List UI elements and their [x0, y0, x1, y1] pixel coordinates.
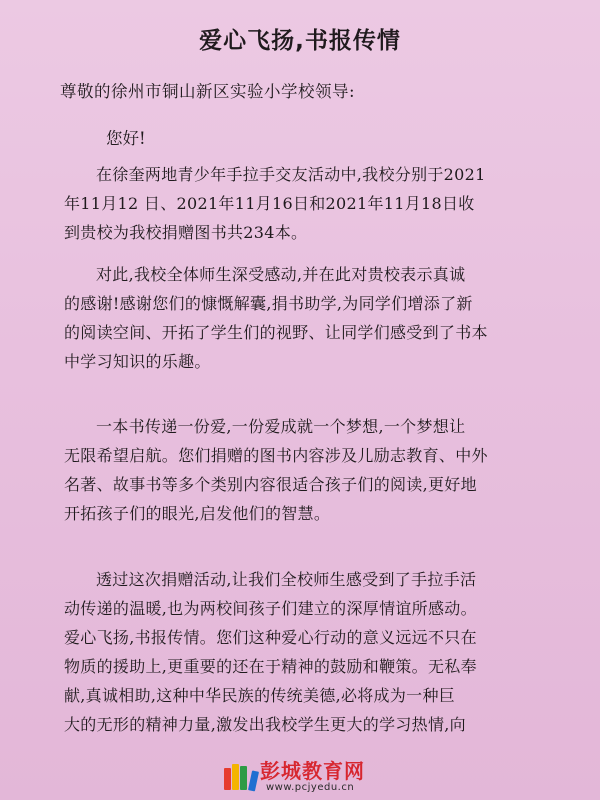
paragraph-line: 到贵校为我校捐赠图书共234本。 — [64, 223, 308, 242]
paragraph-line: 动传递的温暖,也为两校间孩子们建立的深厚情谊所感动。 — [64, 599, 477, 618]
letter-title: 爱心飞扬,书报传情 — [199, 28, 401, 54]
salutation: 尊敬的徐州市铜山新区实验小学校领导: — [60, 82, 356, 101]
paragraph-line: 在徐奎两地青少年手拉手交友活动中,我校分别于2021 — [96, 165, 486, 184]
paragraph-line: 大的无形的精神力量,激发出我校学生更大的学习热情,向 — [64, 715, 466, 734]
paragraph-2 — [64, 260, 534, 376]
paragraph-1 — [64, 160, 534, 247]
paragraph-line: 名著、故事书等多个类别内容很适合孩子们的阅读,更好地 — [64, 475, 477, 494]
paragraph-line: 献,真诚相助,这种中华民族的传统美德,必将成为一种巨 — [64, 686, 456, 705]
paragraph-4 — [64, 565, 534, 739]
book-spine-icon — [232, 764, 239, 790]
paragraph-line: 的感谢!感谢您们的慷慨解囊,捐书助学,为同学们增添了新 — [64, 294, 473, 313]
paragraph-line: 的阅读空间、开拓了学生们的视野、让同学们感受到了书本 — [64, 323, 488, 342]
paragraph-line: 年11月12 日、2021年11月16日和2021年11月18日收 — [64, 194, 475, 213]
watermark-name: 彭城教育网 — [260, 759, 365, 783]
paragraph-line: 爱心飞扬,书报传情。您们这种爱心行动的意义远远不只在 — [64, 628, 477, 647]
book-spine-icon — [248, 770, 259, 791]
site-watermark[interactable] — [224, 760, 384, 798]
paragraph-line: 对此,我校全体师生深受感动,并在此对贵校表示真诚 — [96, 265, 466, 284]
paragraph-line: 开拓孩子们的眼光,启发他们的智慧。 — [64, 504, 331, 523]
paragraph-3 — [64, 412, 534, 528]
greeting: 您好! — [106, 129, 146, 148]
paragraph-line: 中学习知识的乐趣。 — [64, 352, 211, 371]
book-spine-icon — [224, 768, 231, 790]
books-icon — [224, 762, 254, 790]
paragraph-line: 一本书传递一份爱,一份爱成就一个梦想,一个梦想让 — [96, 417, 466, 436]
watermark-url: www.pcjyedu.cn — [266, 782, 355, 793]
paragraph-line: 无限希望启航。您们捐赠的图书内容涉及儿励志教育、中外 — [64, 446, 488, 465]
paragraph-line: 物质的援助上,更重要的还在于精神的鼓励和鞭策。无私奉 — [64, 657, 477, 676]
paragraph-line: 透过这次捐赠活动,让我们全校师生感受到了手拉手活 — [96, 570, 477, 589]
book-spine-icon — [240, 766, 247, 790]
